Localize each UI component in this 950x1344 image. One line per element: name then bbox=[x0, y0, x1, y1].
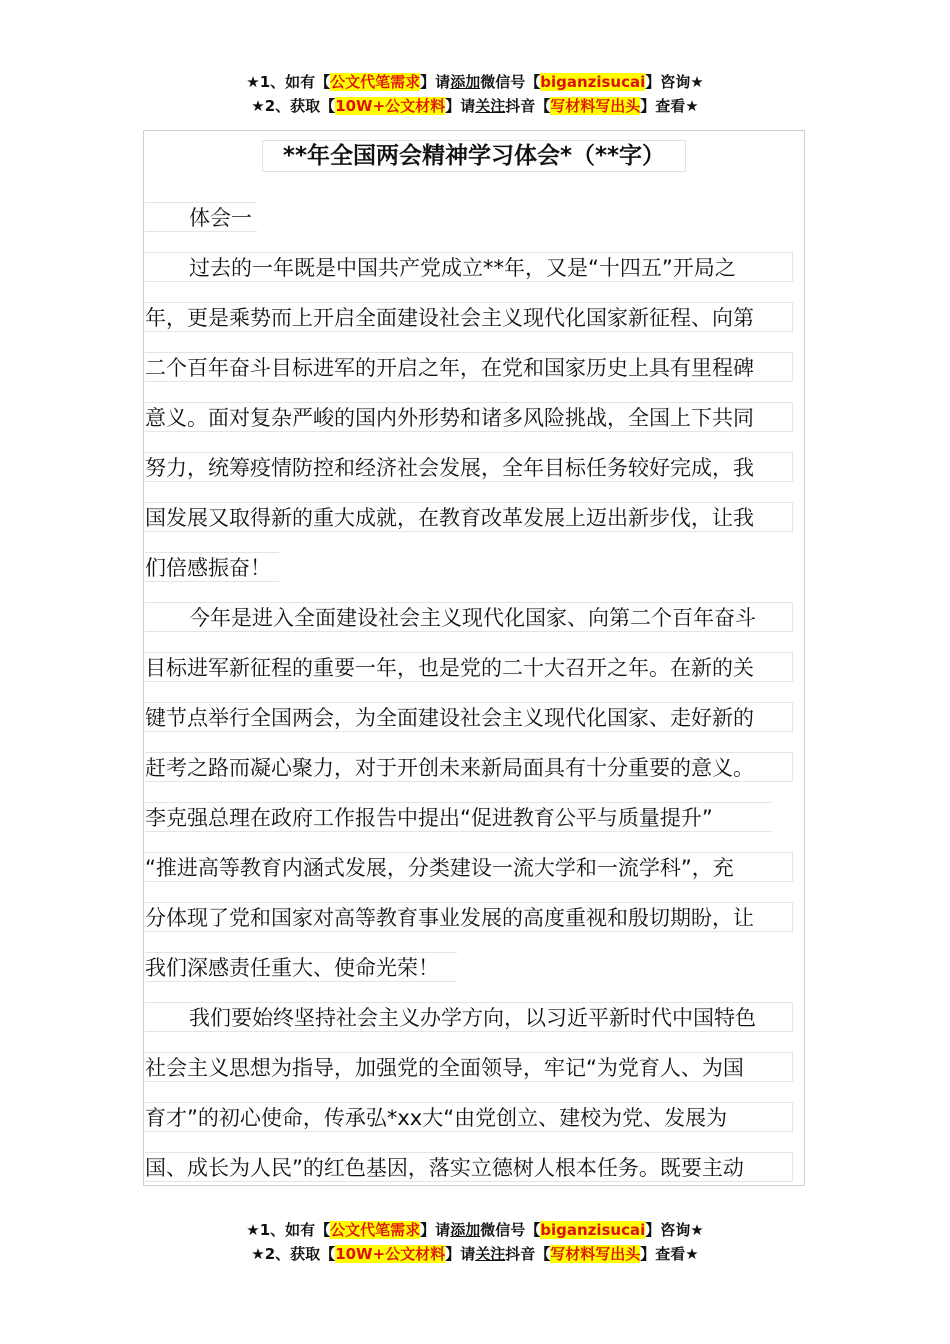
highlight-service: 公文代笔需求 bbox=[330, 1221, 421, 1239]
highlight-douyin: 写材料写出头 bbox=[550, 97, 641, 115]
text-line: 目标进军新征程的重要一年，也是党的二十大召开之年。在新的关 bbox=[145, 652, 793, 682]
text-line: 李克强总理在政府工作报告中提出“促进教育公平与质量提升” bbox=[145, 802, 771, 832]
document-title: **年全国两会精神学习体会*（**字） bbox=[262, 140, 686, 172]
text-line: 国发展又取得新的重大成就，在教育改革发展上迈出新步伐，让我 bbox=[145, 502, 793, 532]
text-line: 年，更是乘势而上开启全面建设社会主义现代化国家新征程、向第 bbox=[145, 302, 793, 332]
section-heading: 体会一 bbox=[145, 202, 257, 232]
text-line: 国、成长为人民”的红色基因，落实立德树人根本任务。既要主动 bbox=[145, 1152, 793, 1182]
highlight-douyin: 写材料写出头 bbox=[550, 1245, 641, 1263]
highlight-wechat-id: biganzisucai bbox=[540, 73, 646, 91]
text-line: 意义。面对复杂严峻的国内外形势和诸多风险挑战，全国上下共同 bbox=[145, 402, 793, 432]
text-line: 努力，统筹疫情防控和经济社会发展，全年目标任务较好完成，我 bbox=[145, 452, 793, 482]
text-line: 们倍感振奋！ bbox=[145, 552, 279, 582]
footer-banner bbox=[0, 1218, 950, 1266]
highlight-service: 公文代笔需求 bbox=[330, 73, 421, 91]
text-line: 今年是进入全面建设社会主义现代化国家、向第二个百年奋斗 bbox=[145, 602, 793, 632]
text-line: 我们要始终坚持社会主义办学方向，以习近平新时代中国特色 bbox=[145, 1002, 793, 1032]
text-line: 我们深感责任重大、使命光荣！ bbox=[145, 952, 457, 982]
text-line: 社会主义思想为指导，加强党的全面领导，牢记“为党育人、为国 bbox=[145, 1052, 793, 1082]
text-line: 赶考之路而凝心聚力，对于开创未来新局面具有十分重要的意义。 bbox=[145, 752, 793, 782]
text-line: 过去的一年既是中国共产党成立**年，又是“十四五”开局之 bbox=[145, 252, 793, 282]
banner-line-1: ★1、如有【公文代笔需求】请添加微信号【biganzisucai】咨询★ bbox=[246, 73, 704, 91]
banner-line-2: ★2、获取【10W+公文材料】请关注抖音【写材料写出头】查看★ bbox=[251, 97, 699, 115]
banner-line-1: ★1、如有【公文代笔需求】请添加微信号【biganzisucai】咨询★ bbox=[246, 1221, 704, 1239]
highlight-wechat-id: biganzisucai bbox=[540, 1221, 646, 1239]
text-line: 键节点举行全国两会，为全面建设社会主义现代化国家、走好新的 bbox=[145, 702, 793, 732]
text-line: 二个百年奋斗目标进军的开启之年，在党和国家历史上具有里程碑 bbox=[145, 352, 793, 382]
text-line: 育才”的初心使命，传承弘*xx大“由党创立、建校为党、发展为 bbox=[145, 1102, 793, 1132]
banner-line-2: ★2、获取【10W+公文材料】请关注抖音【写材料写出头】查看★ bbox=[251, 1245, 699, 1263]
highlight-materials: 10W+公文材料 bbox=[335, 97, 446, 115]
text-line: 分体现了党和国家对高等教育事业发展的高度重视和殷切期盼，让 bbox=[145, 902, 793, 932]
highlight-materials: 10W+公文材料 bbox=[335, 1245, 446, 1263]
header-banner bbox=[0, 70, 950, 118]
text-line: “推进高等教育内涵式发展，分类建设一流大学和一流学科”，充 bbox=[145, 852, 793, 882]
